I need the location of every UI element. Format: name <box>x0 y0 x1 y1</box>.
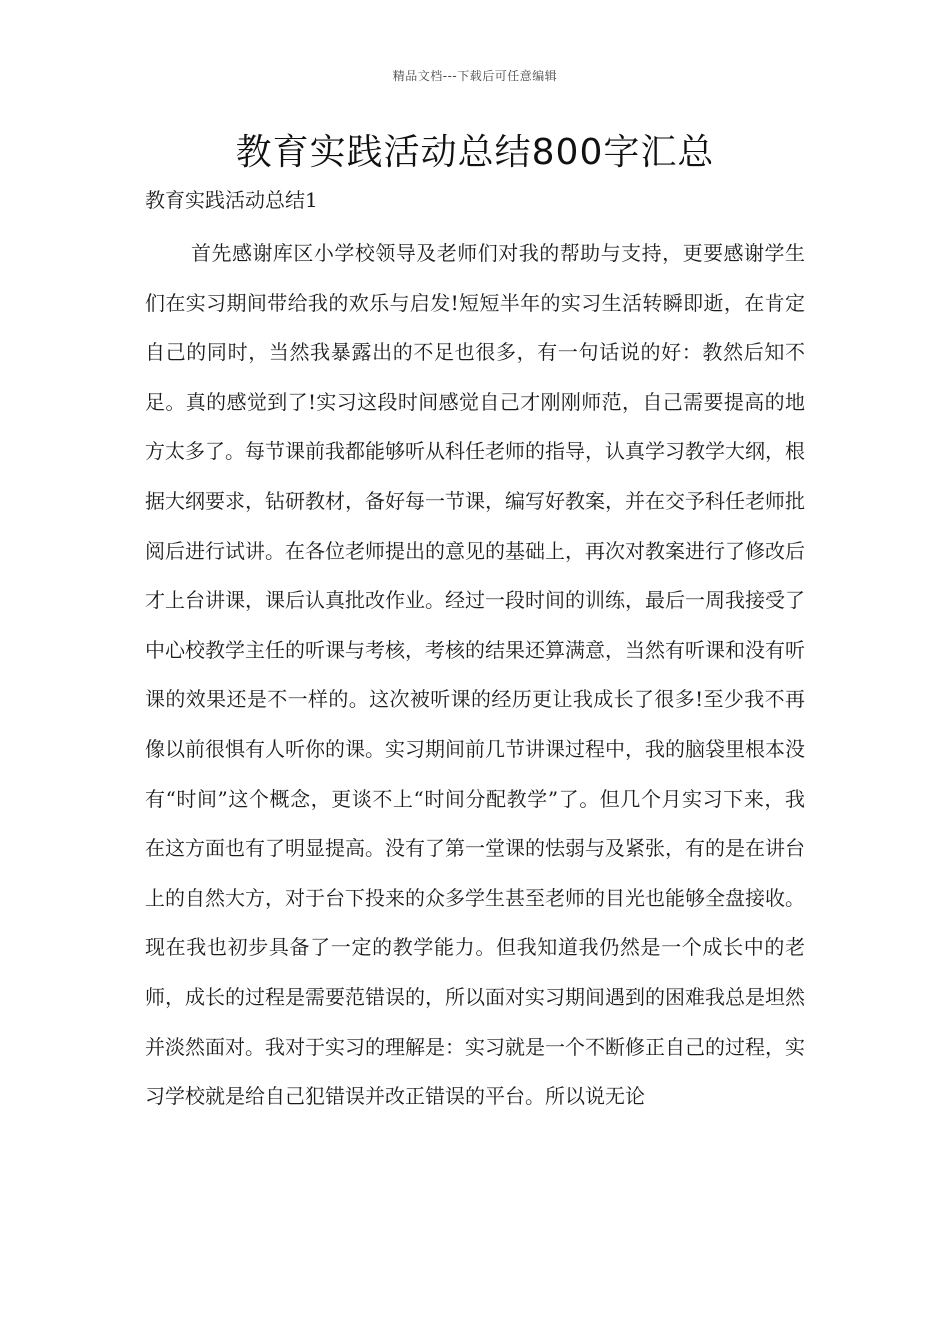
document-title: 教育实践活动总结800字汇总 <box>235 132 715 173</box>
body-paragraph: 首先感谢库区小学校领导及老师们对我的帮助与支持，更要感谢学生们在实习期间带给我的欢乐与启发!短短半年的实习生活转瞬即逝，在肯定自己的同时，当然我暴露出的不足也很多，有一句话说的好：教然后知不足。真的感觉到了!实习这段时间感觉自己才刚刚师范，自己需要提高的地方太多了。每节课前我都能够听从科任老师的指导，认真学习教学大纲，根据大纲要求，钻研教材，备好每一节课，编写好教案，并在交予科任老师批阅后进行试讲。在各位老师提出的意见的基础上，再次对教案进行了修改后才上台讲课，课后认真批改作业。经过一段时间的训练，最后一周我接受了中心校教学主任的听课与考核，考核的结果还算满意，当然有听课和没有听课的效果还是不一样的。这次被听课的经历更让我成长了很多!至少我不再像以前很惧有人听你的课。实习期间前几节讲课过程中，我的脑袋里根本没有“时间”这个概念，更谈不上“时间分配教学”了。但几个月实习下来，我在这方面也有了明显提高。没有了第一堂课的怯弱与及紧张，有的是在讲台上的自然大方，对于台下投来的众多学生甚至老师的目光也能够全盘接收。现在我也初步具备了一定的教学能力。但我知道我仍然是一个成长中的老师，成长的过程是需要范错误的，所以面对实习期间遇到的困难我总是坦然并淡然面对。我对于实习的理解是：实习就是一个不断修正自己的过程，实习学校就是给自己犯错误并改正错误的平台。所以说无论 <box>145 241 805 1109</box>
page-header-note: 精品文档---下载后可任意编辑 <box>392 69 558 83</box>
section-heading: 教育实践活动总结1 <box>145 188 318 212</box>
